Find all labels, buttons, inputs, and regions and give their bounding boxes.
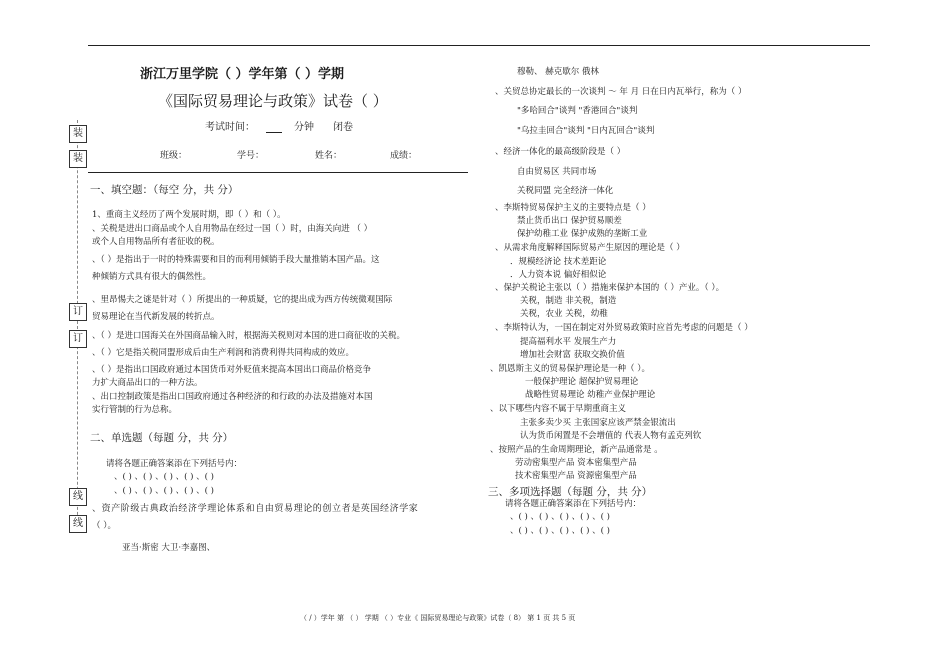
binding-char-6: 线	[69, 515, 87, 533]
section-3-answers-row1[interactable]: 、( ) 、( ) 、( ) 、( ) 、( )	[510, 512, 610, 522]
mc-q5: 、从需求角度解释国际贸易产生原因的理论是（ ）	[495, 243, 685, 253]
mc-q10-options-a: 劳动密集型产品 资本密集型产品	[515, 458, 637, 468]
fill-q5: 、（ ）它是指关税同盟形成后由生产利润和消费利得共同构成的效应。	[92, 348, 354, 358]
fill-q6-line1: 、（ ）是指出口国政府通过本国货币对外贬值来提高本国出口商品价格竞争	[92, 365, 371, 375]
binding-char-3: 订	[69, 303, 87, 321]
fill-q7-line1: 、出口控制政策是指出口国政府通过各种经济的和行政的办法及措施对本国	[92, 392, 373, 402]
mc-q8-options-b: 战略性贸易理论 幼稚产业保护理论	[525, 390, 656, 400]
mc-q2-options-a: "多哈回合"谈判 "香港回合"谈判	[517, 106, 638, 116]
mc-q9: 、以下哪些内容不属于早期重商主义	[490, 404, 627, 414]
mc-q4-options-b: 保护幼稚工业 保护成熟的垄断工业	[517, 229, 648, 239]
fill-q2-line1: 、（ ）是指出于一时的特殊需要和目的而利用倾销手段大量推销本国产品。这	[92, 255, 380, 265]
mc-q3-options-b: 关税同盟 完全经济一体化	[517, 186, 614, 196]
fill-q1-line2: 、关税是进出口商品或个人自用物品在经过一国（ ）时，由海关向进 （ ）	[92, 224, 373, 234]
mc-q2-options-b: "乌拉圭回合"谈判 "日内瓦回合"谈判	[517, 126, 655, 136]
binding-char-5: 线	[69, 488, 87, 506]
header-rule	[88, 172, 468, 173]
mc-q6: 、保护关税论主张以（ ）措施来保护本国的（ ）产业。（ ）。	[495, 283, 725, 293]
mc-q4-options-a: 禁止货币出口 保护贸易顺差	[517, 216, 622, 226]
section-3-instruction: 请将各题正确答案添在下列括号内：	[505, 499, 642, 509]
page-footer: （ / ）学年 第 （ ） 学期 （ ）专业《 国际贸易理论与政策》试卷（ 8） 第 1 页 共 5 页	[300, 614, 576, 622]
mc-q7-options-a: 提高福利水平 发展生产力	[520, 337, 617, 347]
mc-q5-options-b: ．人力资本说 偏好相似论	[510, 270, 607, 280]
mc-q8-options-a: 一般保护理论 超保护贸易理论	[525, 377, 639, 387]
mc-q3: 、经济一体化的最高级阶段是（ ）	[495, 147, 626, 157]
mc-q7: 、李斯特认为，一国在制定对外贸易政策时应首先考虑的问题是（ ）	[495, 323, 753, 333]
mc-q7-options-b: 增加社会财富 获取交换价值	[520, 350, 625, 360]
mc-q6-options-a: 关税，制造 非关税，制造	[520, 296, 617, 306]
fill-q4: 、（ ）是进口国海关在外国商品输入时，根据海关税则对本国的进口商征收的关税。	[92, 331, 405, 341]
mc-q1-options: 亚当·斯密 大卫·李嘉图、	[122, 543, 216, 553]
mc-q1-line2: （ ）。	[92, 521, 116, 531]
fill-q7-line2: 实行管制的行为总称。	[92, 405, 178, 415]
fill-q3-line1: 、里昂惕夫之谜是针对（ ）所提出的一种质疑，它的提出成为西方传统微观国际	[92, 295, 393, 305]
mc-q2: 、关贸总协定最长的一次谈判 ～ 年 月 日在日内瓦举行，称为（ ）	[495, 87, 747, 97]
binding-char-4: 订	[69, 330, 87, 348]
exam-time-blank[interactable]	[266, 132, 282, 133]
mc-q9-options-a: 主张多卖少买 主张国家应该严禁金银流出	[520, 418, 676, 428]
field-name: 姓名：	[315, 151, 343, 161]
section-2-answers-row1[interactable]: 、( ) 、( ) 、( ) 、( ) 、( )	[114, 472, 214, 482]
exam-time-label: 考试时间：	[205, 122, 255, 133]
fill-q6-line2: 力扩大商品出口的一种方法。	[92, 378, 203, 388]
section-3-answers-row2[interactable]: 、( ) 、( ) 、( ) 、( ) 、( )	[510, 526, 610, 536]
mc-q10: 、按照产品的生命周期理论，新产品通常是 。	[490, 445, 663, 455]
exam-type: 闭卷	[333, 122, 353, 133]
section-2-title: 二、单选题（每题 分，共 分）	[90, 432, 234, 444]
exam-time-unit: 分钟	[294, 122, 314, 133]
mc-q9-options-b: 认为货币闲置是不会增值的 代表人物有孟克列钦	[520, 431, 702, 441]
binding-line	[77, 120, 78, 530]
section-1-title: 一、填空题：（每空 分，共 分）	[90, 184, 239, 196]
binding-char-1: 装	[69, 125, 87, 143]
section-2-answers-row2[interactable]: 、( ) 、( ) 、( ) 、( ) 、( )	[114, 486, 214, 496]
fill-q3-line2: 贸易理论在当代新发展的转折点。	[92, 312, 220, 322]
field-class: 班级：	[160, 151, 188, 161]
mc-q1-options-cont: 穆勒、 赫克歇尔 俄林	[517, 67, 599, 77]
paper-title: 《国际贸易理论与政策》试卷（ ）	[158, 92, 388, 110]
mc-q1-line1: 、资产阶级古典政治经济学理论体系和自由贸易理论的创立者是英国经济学家	[92, 504, 419, 514]
fill-q1-line1: 1、重商主义经历了两个发展时期，即（ ）和（ ）。	[92, 210, 286, 220]
mc-q3-options-a: 自由贸易区 共同市场	[517, 167, 597, 177]
section-3-title: 三、多项选择题（每题 分，共 分）	[488, 486, 653, 498]
mc-q6-options-b: 关税，农业 关税，幼稚	[520, 309, 608, 319]
mc-q10-options-b: 技术密集型产品 资源密集型产品	[515, 471, 637, 481]
binding-char-2: 装	[69, 150, 87, 168]
field-score: 成绩：	[390, 151, 418, 161]
mc-q8: 、凯恩斯主义的贸易保护理论是一种（ ）。	[490, 364, 650, 374]
mc-q4: 、李斯特贸易保护主义的主要特点是（ ）	[495, 203, 651, 213]
field-id: 学号：	[237, 151, 265, 161]
section-2-instruction: 请将各题正确答案添在下列括号内：	[106, 459, 243, 469]
fill-q1-line3: 或个人自用物品所有者征收的税。	[92, 237, 220, 247]
top-rule	[88, 45, 870, 46]
fill-q2-line2: 种倾销方式具有很大的偶然性。	[92, 272, 212, 282]
mc-q5-options-a: ．规模经济论 技术差距论	[510, 257, 607, 267]
school-line: 浙江万里学院（ ）学年第（ ）学期	[140, 67, 345, 82]
